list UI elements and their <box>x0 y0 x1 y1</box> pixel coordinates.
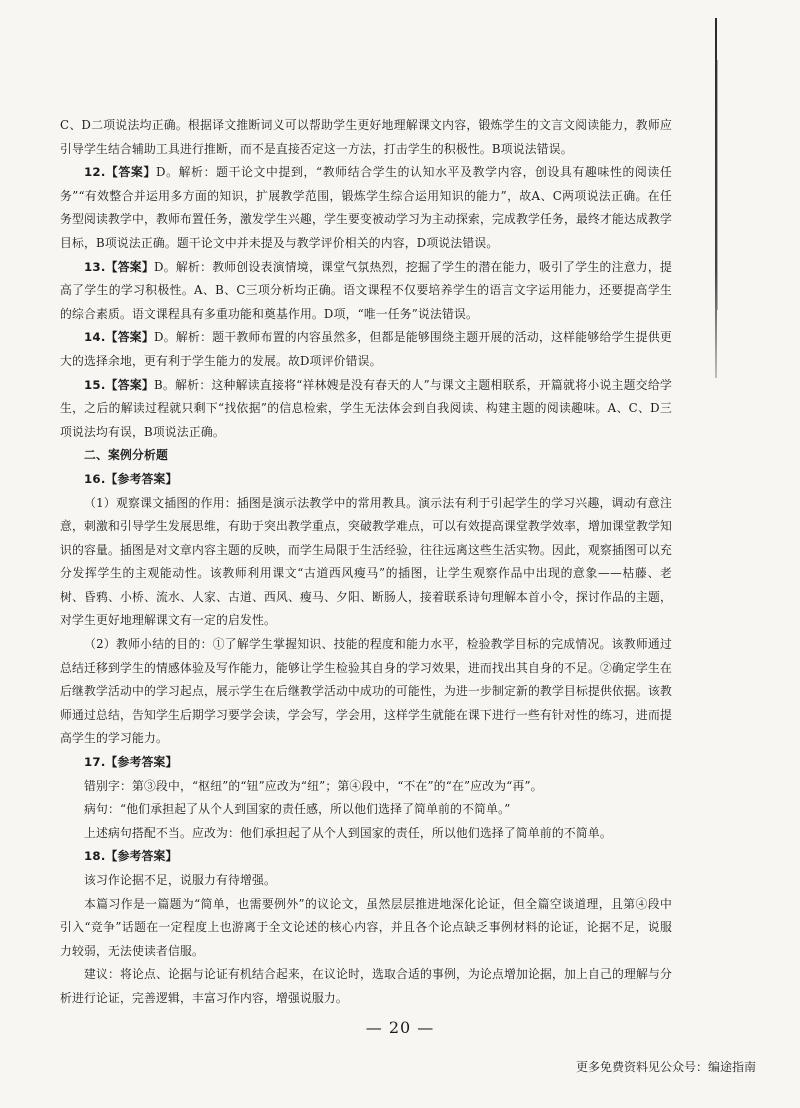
answer-17-correction: 上述病句搭配不当。应改为：他们承担起了从个人到国家的责任，所以他们选择了简单前的不简单。 <box>84 825 612 840</box>
paragraph-continuation: C、D二项说法均正确。根据译文推断词义可以帮助学生更好地理解课文内容，锻炼学生的文言文阅读能力，教师应引导学生结合辅助工具进行推断，而不是直接否定这一方法，打击学生的积极性。B项说法错误。 <box>60 118 672 156</box>
footer-note: 更多免费资料见公众号：编途指南 <box>575 1060 756 1074</box>
answer-12-text: D。解析：题干论文中提到，“教师结合学生的认知水平及教学内容，创设具有趣味性的阅读任务”“有效整合并运用多方面的知识，扩展教学范围，锻炼学生综合运用知识的能力”，故A、C两项说法正确。在任务型阅读教学中，教师布置任务，激发学生兴趣，学生要变被动学习为主动探索，完成教学任务，最终才能达成教学目标，B项说法正确。题干论文中并未提及与教学评价相关的内容，D项说法错误。 <box>60 165 672 250</box>
answer-13-head: 13.【答案】 <box>84 259 155 274</box>
answer-13 <box>60 256 672 327</box>
answer-15-text: B。解析：这种解读直接将“祥林嫂是没有春天的人”与课文主题相联系，开篇就将小说主题交给学生，之后的解读过程就只剩下“找依据”的信息检索，学生无法体会到自我阅读、构建主题的阅读趣味。A、C、D三项说法均有误，B项说法正确。 <box>60 377 672 439</box>
answer-12-head: 12.【答案】 <box>84 165 156 180</box>
scan-edge-shadow <box>717 60 718 310</box>
answer-15-head: 15.【答案】 <box>84 377 155 392</box>
answer-16-part-1: （1）观察课文插图的作用：插图是演示法教学中的常用教具。演示法有利于引起学生的学习兴趣，调动有意注意，刺激和引导学生发展思维，有助于突出教学重点，突破教学难点，可以有效提高课堂教学效率，增加课堂教学知识的容量。插图是对文章内容主题的反映，而学生局限于生活经验，往往远离这些生活实物。因此，观察插图可以充分发挥学生的主观能动性。该教师利用课文“古道西风瘦马”的插图，让学生观察作品中出现的意象——枯藤、老树、昏鸦、小桥、流水、人家、古道、西风、瘦马、夕阳、断肠人，接着联系诗句理解本首小令，探讨作品的主题，对学生更好地理解课文有一定的启发性。 <box>60 495 672 628</box>
answer-18-summary: 该习作论据不足，说服力有待增强。 <box>84 873 276 887</box>
answer-14-text: D。解析：题干教师布置的内容虽然多，但都是能够围绕主题开展的活动，这样能够给学生提供更大的选择余地，更有利于学生能力的发展。故D项评价错误。 <box>60 330 672 368</box>
answer-17-faulty-sentence: 病句：“他们承担起了从个人到国家的责任感，所以他们选择了简单前的不简单。” <box>84 802 511 817</box>
answer-17-typos: 错别字：第③段中，“枢纽”的“钮”应改为“纽”；第④段中，“不在”的“在”应改为“再”。 <box>84 778 543 793</box>
answer-12 <box>60 161 672 255</box>
answer-18-analysis: 本篇习作是一篇题为“简单，也需要例外”的议论文，虽然层层推进地深化论证，但全篇空谈道理，且第④段中引入“竞争”话题在一定程度上也游离于全文论述的核心内容，并且各个论点缺乏事例材料的论证，论据不足，说服力较弱，无法使读者信服。 <box>60 896 672 958</box>
answer-18-suggestion: 建议：将论点、论据与论证有机结合起来，在议论时，选取合适的事例，为论点增加论据，加上自己的理解与分析进行论证，完善逻辑，丰富习作内容，增强说服力。 <box>60 967 672 1005</box>
answer-13-text: D。解析：教师创设表演情境，课堂气氛热烈，挖掘了学生的潜在能力，吸引了学生的注意力，提高了学生的学习积极性。A、B、C三项分析均正确。语文课程不仅要培养学生的语言文字运用能力，还要提高学生的综合素质。语文课程具有多重功能和奠基作用。D项，“唯一任务”说法错误。 <box>60 259 672 321</box>
document-body <box>60 114 672 1011</box>
section-heading-case-analysis: 二、案例分析题 <box>84 448 168 463</box>
answer-14 <box>60 326 672 373</box>
reference-answer-16-heading: 16.【参考答案】 <box>84 471 178 486</box>
answer-15 <box>60 374 672 445</box>
answer-16-part-2: （2）教师小结的目的：①了解学生掌握知识、技能的程度和能力水平，检验教学目标的完成情况。该教师通过总结迁移到学生的情感体验及写作能力，能够让学生检验其自身的学习效果，进而找出其自身的不足。②确定学生在后继教学活动中的学习起点，展示学生在后继教学活动中成功的可能性，为进一步制定新的教学目标提供依据。该教师通过总结，告知学生后期学习要学会读，学会写，学会用，这样学生就能在课下进行一些有针对性的练习，进而提高学生的学习能力。 <box>60 637 672 746</box>
reference-answer-18-heading: 18.【参考答案】 <box>84 849 178 864</box>
page-number: — 20 — <box>365 1018 435 1037</box>
reference-answer-17-heading: 17.【参考答案】 <box>84 755 178 770</box>
answer-14-head: 14.【答案】 <box>84 330 155 345</box>
